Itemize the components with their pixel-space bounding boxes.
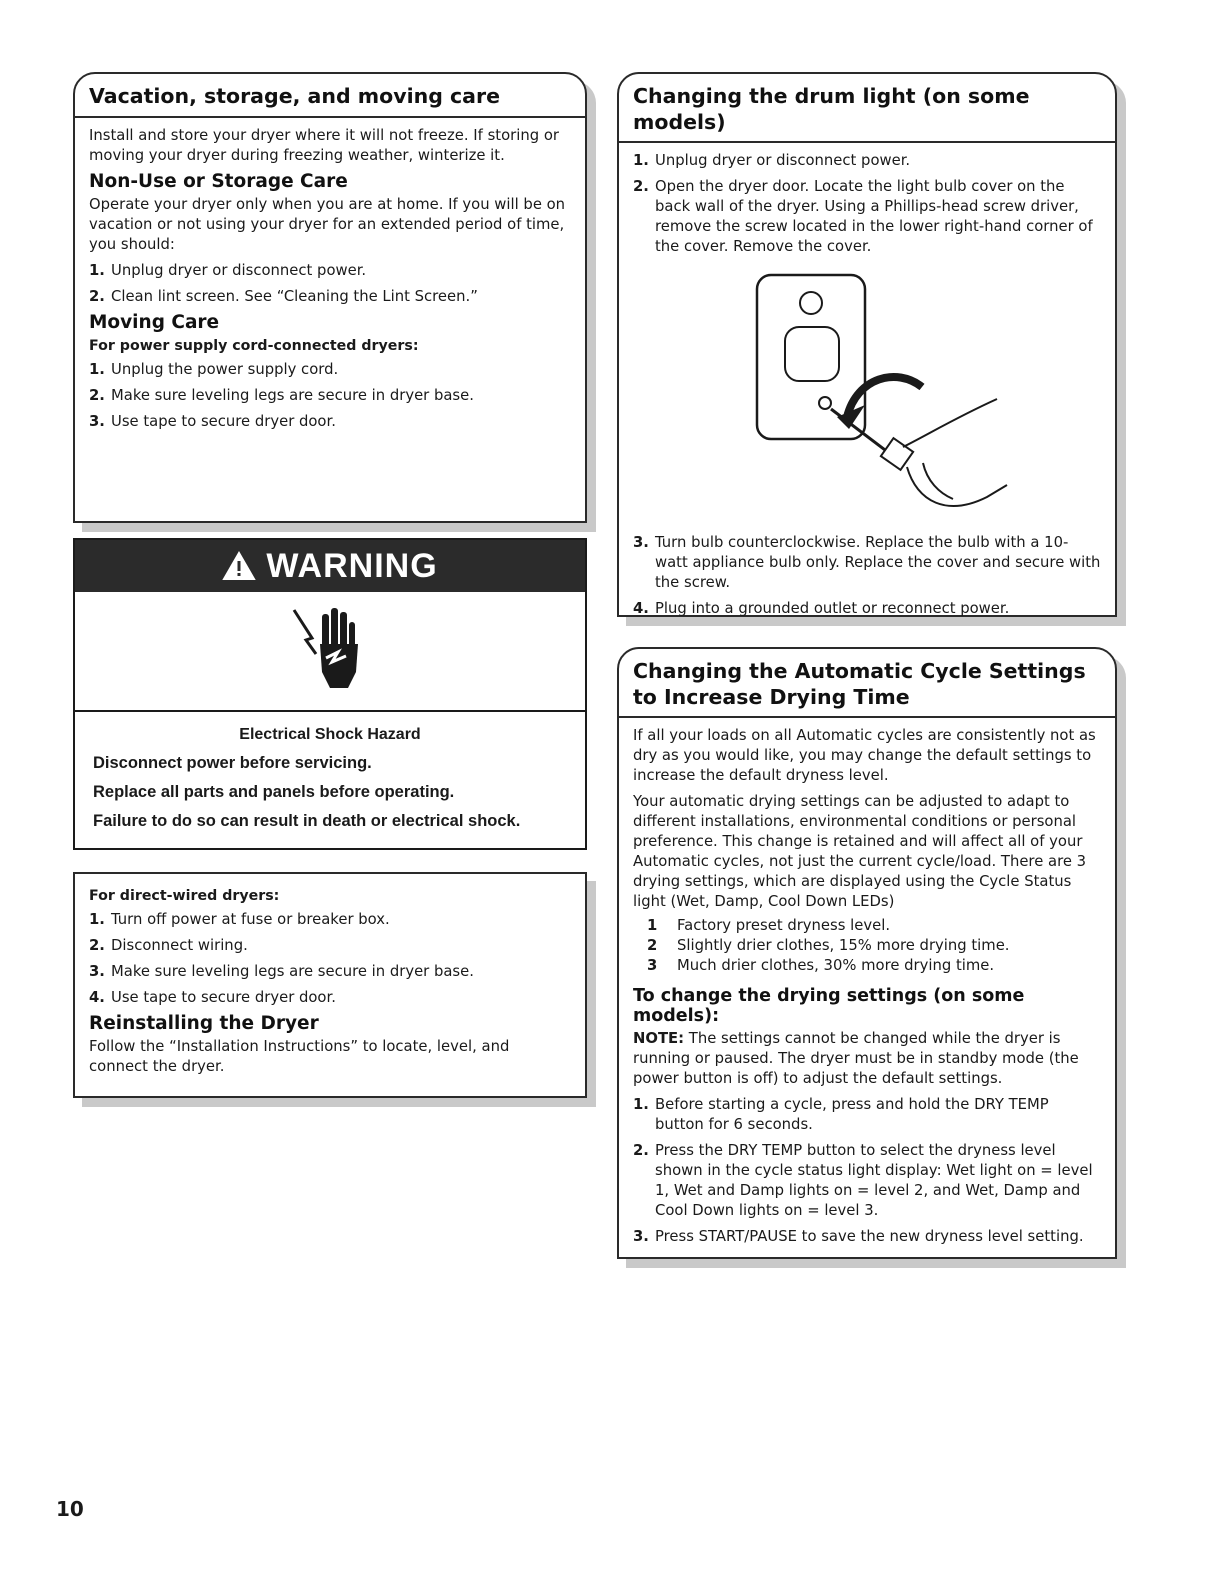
list-item: 3. Press START/PAUSE to save the new dryness level setting. [633,1228,1084,1246]
electric-shock-hand-icon [290,600,370,702]
warning-triangle-icon [222,551,256,581]
warning-panel [73,538,587,850]
list-item: 3 Much drier clothes, 30% more drying time. [647,957,995,975]
moving-subheading: For power supply cord-connected dryers: [89,337,419,354]
list-item: 2. Make sure leveling legs are secure in dryer base. [89,386,474,404]
bulb-cover-illustration [633,267,1101,527]
drum-steps-a [633,151,1101,257]
reinstall-heading: Reinstalling the Dryer [89,1013,319,1034]
drum-light-title: Changing the drum light (on some models) [619,74,1115,143]
cycle-paragraph-1: If all your loads on all Automatic cycles are consistently not as dry as you would like, you may change the default settings to increase the default dryness level. [633,727,1096,785]
warning-line: Failure to do so can result in death or electrical shock. [93,812,521,830]
direct-wired-subheading: For direct-wired dryers: [89,888,280,904]
warning-line: Disconnect power before servicing. [93,754,372,772]
direct-wired-steps [89,910,571,1008]
list-item: 3. Use tape to secure dryer door. [89,412,336,430]
list-item: 1. Unplug the power supply cord. [89,360,339,378]
list-item: 1. Turn off power at fuse or breaker box. [89,911,390,928]
list-item: 2. Press the DRY TEMP button to select the dryness level shown in the cycle status light display: Wet light on = level 1, Wet and Damp lights on = level 2, and Wet, Damp and Cool Down lights on = level 3. [633,1142,1093,1220]
list-item: 1. Before starting a cycle, press and hold the DRY TEMP button for 6 seconds. [633,1096,1049,1134]
page-number: 10 [56,1497,84,1521]
warning-line: Replace all parts and panels before operating. [93,783,455,801]
nonuse-heading: Non-Use or Storage Care [89,170,348,192]
cycle-settings-section [617,647,1117,1259]
list-item: 2. Disconnect wiring. [89,937,248,954]
change-settings-steps [633,1095,1101,1247]
change-settings-heading: To change the drying settings (on some models): [633,986,1025,1027]
hazard-title: Electrical Shock Hazard [239,726,421,743]
direct-wired-section [73,872,587,1098]
vacation-intro: Install and store your dryer where it will not freeze. If storing or moving your dryer during freezing weather, winterize it. [89,126,559,164]
moving-steps [89,360,571,432]
moving-heading: Moving Care [89,311,220,333]
nonuse-steps [89,261,571,307]
list-item: 1. Unplug dryer or disconnect power. [89,261,367,279]
note-text: NOTE: The settings cannot be changed while the dryer is running or paused. The dryer must be in standby mode (the power button is off) to adjust the default settings. [633,1030,1079,1088]
reinstall-text: Follow the “Installation Instructions” to locate, level, and connect the dryer. [89,1038,510,1075]
list-item: 2. Open the dryer door. Locate the light bulb cover on the back wall of the dryer. Using a Phillips-head screw driver, remove the screw located in the lower right-hand corner of the cover. Remove the cover. [633,178,1093,256]
list-item: 1. Unplug dryer or disconnect power. [633,152,911,170]
vacation-title: Vacation, storage, and moving care [75,74,585,118]
list-item: 2 Slightly drier clothes, 15% more drying time. [647,937,1010,955]
drum-light-section [617,72,1117,617]
cycle-paragraph-2: Your automatic drying settings can be adjusted to adapt to different installations, environmental conditions or personal preference. This change is retained and will affect all of your Automatic cycles, not just the current cycle/load. There are 3 drying settings, which are displayed using the Cycle Status light (Wet, Damp, Cool Down LEDs) [633,793,1087,911]
list-item: 3. Make sure leveling legs are secure in dryer base. [89,963,474,980]
warning-header [75,540,585,592]
cycle-settings-title: Changing the Automatic Cycle Settings to Increase Drying Time [619,649,1115,718]
drum-steps-b [633,533,1101,619]
list-item: 1 Factory preset dryness level. [647,917,891,935]
list-item: 4. Use tape to secure dryer door. [89,989,336,1006]
nonuse-text: Operate your dryer only when you are at home. If you will be on vacation or not using your dryer for an extended period of time, you should: [89,195,566,253]
dryness-levels [647,916,1101,976]
list-item: 2. Clean lint screen. See “Cleaning the Lint Screen.” [89,287,478,305]
list-item: 4. Plug into a grounded outlet or reconnect power. [633,600,1010,618]
warning-label: WARNING [266,546,438,585]
vacation-section [73,72,587,523]
list-item: 3. Turn bulb counterclockwise. Replace the bulb with a 10-watt appliance bulb only. Replace the cover and secure with the screw. [633,534,1101,592]
